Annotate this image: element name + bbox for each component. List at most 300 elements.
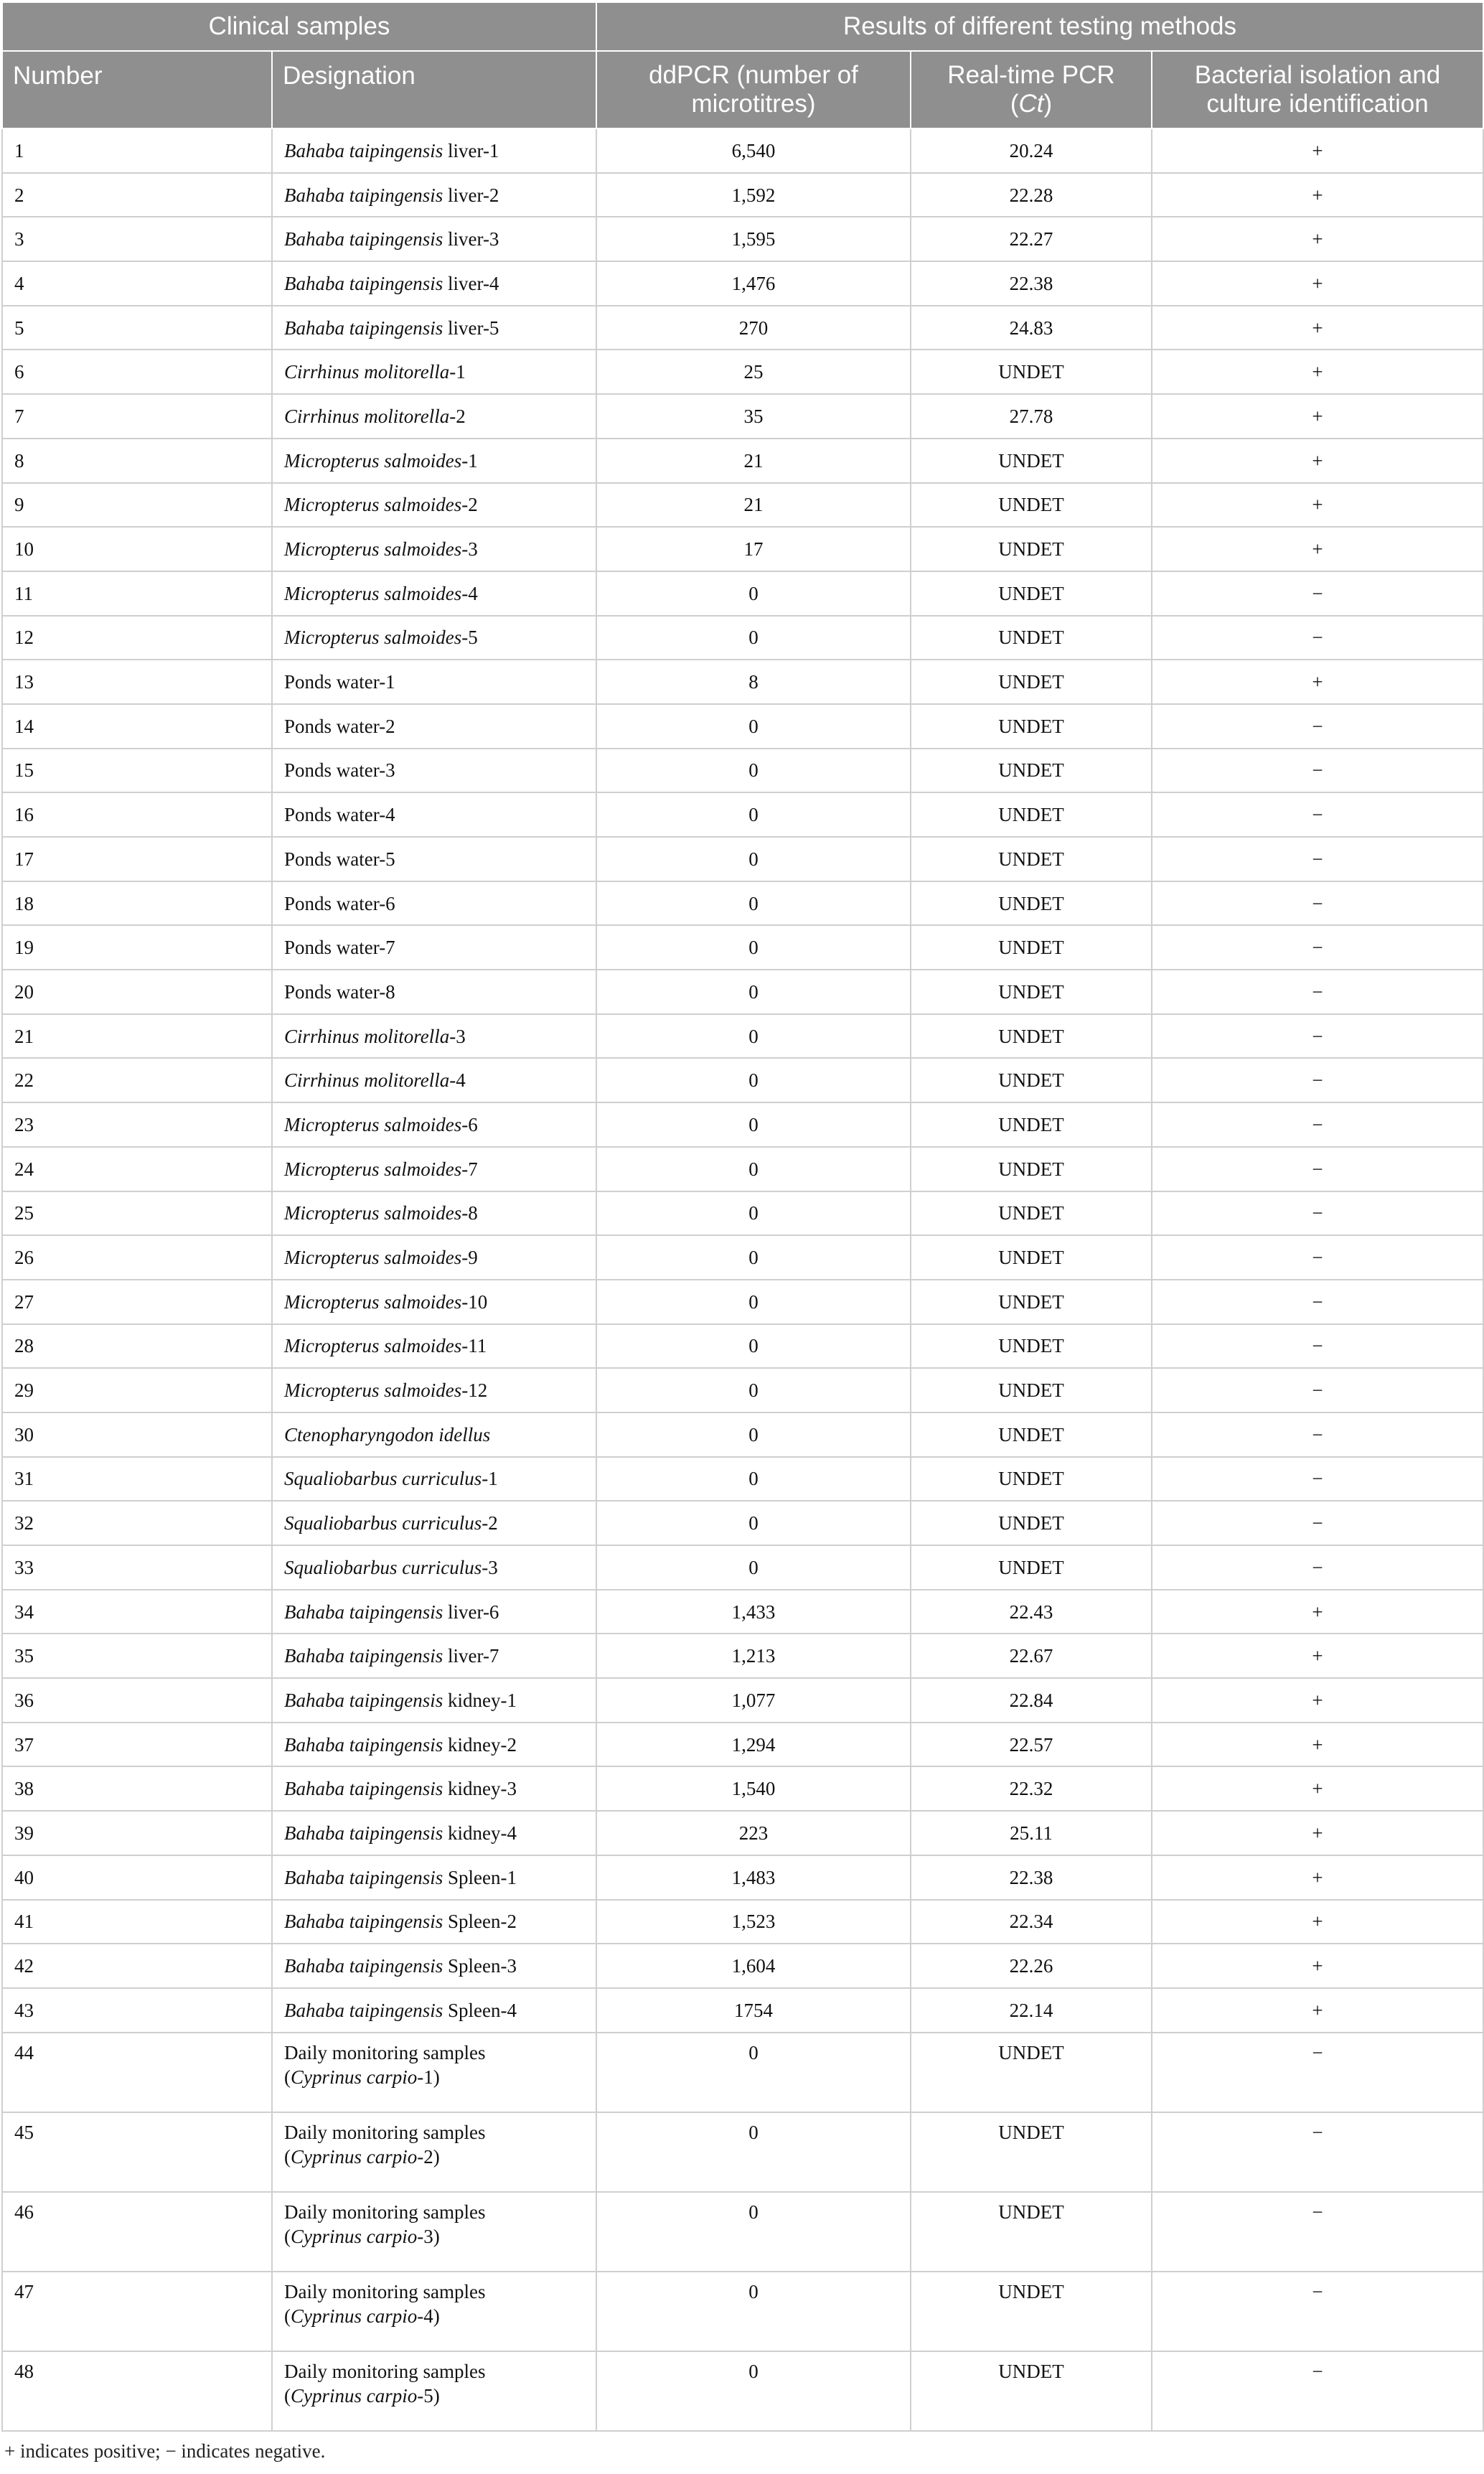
cell-number: 39	[2, 1811, 272, 1855]
designation-species: Bahaba taipingensis	[284, 1955, 443, 1977]
cell-designation	[272, 483, 596, 528]
cell-real-time-pcr: 20.24	[911, 128, 1152, 173]
designation-species: Micropterus salmoides	[284, 449, 462, 472]
cell-real-time-pcr: 22.26	[911, 1944, 1152, 1988]
designation-species: Micropterus salmoides	[284, 627, 462, 649]
designation-line1: Daily monitoring samples	[284, 2041, 486, 2063]
cell-real-time-pcr: 22.34	[911, 1900, 1152, 1944]
designation-species: Micropterus salmoides	[284, 1247, 462, 1269]
cell-culture: −	[1152, 1058, 1483, 1102]
cell-number: 46	[2, 2192, 272, 2272]
designation-suffix: Ponds water-8	[284, 980, 395, 1003]
cell-real-time-pcr: UNDET	[911, 616, 1152, 660]
designation-species: Bahaba taipingensis	[284, 1778, 443, 1800]
cell-real-time-pcr: UNDET	[911, 970, 1152, 1014]
designation-species: Cyprinus carpio	[291, 2225, 418, 2247]
cell-real-time-pcr: UNDET	[911, 2033, 1152, 2112]
designation-suffix: -2	[461, 494, 478, 516]
cell-number: 6	[2, 350, 272, 394]
cell-number: 35	[2, 1634, 272, 1678]
cell-culture: +	[1152, 350, 1483, 394]
cell-culture: −	[1152, 1280, 1483, 1324]
cell-designation	[272, 1457, 596, 1501]
designation-suffix: -4	[461, 582, 478, 604]
cell-real-time-pcr: UNDET	[911, 1324, 1152, 1369]
table-row	[2, 571, 1483, 616]
designation-suffix: liver-2	[443, 184, 499, 206]
table-row	[2, 1058, 1483, 1102]
cell-real-time-pcr: UNDET	[911, 527, 1152, 571]
table-row	[2, 925, 1483, 970]
cell-ddpcr: 0	[596, 1280, 911, 1324]
column-header-ddpcr: ddPCR (number of microtitres)	[596, 51, 911, 128]
table-row	[2, 792, 1483, 837]
designation-paren-close: )	[433, 2145, 440, 2168]
table-row	[2, 970, 1483, 1014]
designation-suffix: Spleen-4	[443, 1999, 517, 2021]
cell-culture: −	[1152, 2112, 1483, 2192]
designation-suffix: -3	[449, 1025, 466, 1047]
cell-number: 14	[2, 704, 272, 749]
cell-culture: +	[1152, 1944, 1483, 1988]
table-row	[2, 704, 1483, 749]
designation-species: Cyprinus carpio	[291, 2384, 418, 2407]
cell-real-time-pcr: 27.78	[911, 394, 1152, 439]
cell-ddpcr: 1,595	[596, 217, 911, 261]
designation-paren-close: )	[433, 2305, 440, 2327]
cell-ddpcr: 1,483	[596, 1855, 911, 1900]
designation-paren-close: )	[433, 2066, 440, 2088]
table-row	[2, 2033, 1483, 2112]
table-row	[2, 1102, 1483, 1147]
cell-ddpcr: 0	[596, 2351, 911, 2431]
table-row	[2, 837, 1483, 881]
designation-species: Bahaba taipingensis	[284, 1601, 443, 1623]
cell-ddpcr: 35	[596, 394, 911, 439]
cell-ddpcr: 1,604	[596, 1944, 911, 1988]
cell-designation	[272, 925, 596, 970]
designation-suffix: Ponds water-3	[284, 759, 395, 782]
cell-ddpcr: 0	[596, 616, 911, 660]
cell-culture: +	[1152, 1900, 1483, 1944]
cell-culture: +	[1152, 527, 1483, 571]
cell-ddpcr: 0	[596, 792, 911, 837]
cell-real-time-pcr: UNDET	[911, 2351, 1152, 2431]
column-header-real-time-pcr	[911, 51, 1152, 128]
cell-real-time-pcr: UNDET	[911, 350, 1152, 394]
designation-suffix: -2	[482, 1512, 498, 1534]
cell-real-time-pcr: UNDET	[911, 1147, 1152, 1191]
table-row	[2, 2112, 1483, 2192]
cell-real-time-pcr: UNDET	[911, 2112, 1152, 2192]
designation-species: Micropterus salmoides	[284, 1290, 462, 1313]
cell-ddpcr: 6,540	[596, 128, 911, 173]
cell-designation	[272, 1014, 596, 1059]
cell-culture: +	[1152, 1855, 1483, 1900]
cell-number: 40	[2, 1855, 272, 1900]
designation-suffix: -9	[461, 1247, 478, 1269]
designation-paren-open: (	[284, 2305, 291, 2327]
table-row	[2, 1324, 1483, 1369]
cell-real-time-pcr: UNDET	[911, 1191, 1152, 1236]
cell-culture: +	[1152, 439, 1483, 483]
cell-real-time-pcr: UNDET	[911, 2272, 1152, 2351]
designation-suffix: -8	[461, 1202, 478, 1224]
cell-designation	[272, 2351, 596, 2431]
table-row	[2, 261, 1483, 306]
column-header-number: Number	[2, 51, 272, 128]
cell-ddpcr: 1,077	[596, 1678, 911, 1723]
table-row	[2, 1590, 1483, 1634]
cell-designation	[272, 1058, 596, 1102]
cell-ddpcr: 0	[596, 1368, 911, 1412]
designation-species: Bahaba taipingensis	[284, 1645, 443, 1667]
designation-species: Micropterus salmoides	[284, 1335, 462, 1357]
cell-number: 21	[2, 1014, 272, 1059]
cell-designation	[272, 881, 596, 926]
table-row	[2, 350, 1483, 394]
table-row	[2, 394, 1483, 439]
table-row	[2, 1191, 1483, 1236]
cell-culture: −	[1152, 1147, 1483, 1191]
cell-number: 37	[2, 1723, 272, 1767]
cell-designation	[272, 1988, 596, 2033]
designation-suffix: liver-5	[443, 317, 499, 339]
designation-suffix: Ponds water-4	[284, 804, 395, 826]
designation-suffix: liver-6	[443, 1601, 499, 1623]
cell-ddpcr: 21	[596, 439, 911, 483]
designation-paren-close: )	[433, 2225, 440, 2247]
cell-culture: +	[1152, 1590, 1483, 1634]
cell-culture: +	[1152, 1988, 1483, 2033]
cell-number: 23	[2, 1102, 272, 1147]
table-row	[2, 527, 1483, 571]
cell-designation	[272, 1102, 596, 1147]
designation-species: Micropterus salmoides	[284, 1158, 462, 1180]
cell-designation	[272, 1944, 596, 1988]
cell-number: 33	[2, 1545, 272, 1590]
designation-suffix: Ponds water-1	[284, 671, 395, 693]
designation-suffix: -2	[417, 2145, 433, 2168]
cell-culture: −	[1152, 1545, 1483, 1590]
cell-culture: −	[1152, 837, 1483, 881]
designation-species: Bahaba taipingensis	[284, 1911, 443, 1933]
designation-species: Micropterus salmoides	[284, 538, 462, 561]
table-row	[2, 1766, 1483, 1811]
cell-real-time-pcr: UNDET	[911, 749, 1152, 793]
cell-number: 9	[2, 483, 272, 528]
designation-species: Cirrhinus molitorella	[284, 1069, 450, 1092]
cell-real-time-pcr: UNDET	[911, 1457, 1152, 1501]
designation-suffix: -1	[482, 1468, 498, 1490]
designation-species: Bahaba taipingensis	[284, 184, 443, 206]
cell-designation	[272, 350, 596, 394]
cell-number: 10	[2, 527, 272, 571]
cell-number: 29	[2, 1368, 272, 1412]
cell-designation	[272, 1855, 596, 1900]
cell-ddpcr: 0	[596, 881, 911, 926]
cell-designation	[272, 261, 596, 306]
table-row	[2, 1014, 1483, 1059]
cell-number: 44	[2, 2033, 272, 2112]
cell-culture: +	[1152, 1678, 1483, 1723]
designation-suffix: -6	[461, 1113, 478, 1135]
designation-line1: Daily monitoring samples	[284, 2121, 486, 2143]
cell-designation	[272, 1501, 596, 1545]
cell-ddpcr: 0	[596, 1191, 911, 1236]
cell-designation	[272, 394, 596, 439]
cell-ddpcr: 223	[596, 1811, 911, 1855]
cell-culture: +	[1152, 128, 1483, 173]
table-footnote: + indicates positive; − indicates negative.	[4, 2440, 326, 2462]
cell-culture: −	[1152, 2351, 1483, 2431]
cell-ddpcr: 0	[596, 2272, 911, 2351]
cell-ddpcr: 1,294	[596, 1723, 911, 1767]
designation-suffix: -5	[461, 627, 478, 649]
cell-designation	[272, 1590, 596, 1634]
designation-suffix: -5	[417, 2384, 433, 2407]
cell-number: 48	[2, 2351, 272, 2431]
designation-line1: Daily monitoring samples	[284, 2360, 486, 2382]
designation-paren-open: (	[284, 2145, 291, 2168]
designation-suffix: Ponds water-2	[284, 715, 395, 737]
cell-designation	[272, 1368, 596, 1412]
cell-designation	[272, 704, 596, 749]
cell-designation	[272, 1235, 596, 1280]
cell-real-time-pcr: UNDET	[911, 660, 1152, 704]
table-row	[2, 1723, 1483, 1767]
designation-suffix: Spleen-2	[443, 1911, 517, 1933]
cell-real-time-pcr: 22.57	[911, 1723, 1152, 1767]
cell-culture: +	[1152, 1811, 1483, 1855]
designation-suffix: Spleen-1	[443, 1866, 517, 1888]
cell-number: 36	[2, 1678, 272, 1723]
cell-culture: +	[1152, 483, 1483, 528]
table-row	[2, 1280, 1483, 1324]
cell-number: 26	[2, 1235, 272, 1280]
results-table	[1, 1, 1484, 2432]
cell-number: 8	[2, 439, 272, 483]
cell-ddpcr: 17	[596, 527, 911, 571]
cell-ddpcr: 0	[596, 571, 911, 616]
designation-suffix: -10	[461, 1290, 488, 1313]
designation-species: Bahaba taipingensis	[284, 1689, 443, 1711]
cell-real-time-pcr: UNDET	[911, 1102, 1152, 1147]
cell-designation	[272, 439, 596, 483]
cell-designation	[272, 616, 596, 660]
cell-number: 20	[2, 970, 272, 1014]
table-row	[2, 1988, 1483, 2033]
cell-culture: +	[1152, 1723, 1483, 1767]
cell-designation	[272, 749, 596, 793]
cell-ddpcr: 0	[596, 1147, 911, 1191]
cell-number: 4	[2, 261, 272, 306]
cell-ddpcr: 0	[596, 1457, 911, 1501]
cell-ddpcr: 0	[596, 1412, 911, 1457]
designation-suffix: -2	[449, 405, 466, 427]
cell-real-time-pcr: UNDET	[911, 1058, 1152, 1102]
designation-suffix: -1	[461, 449, 478, 472]
cell-culture: −	[1152, 704, 1483, 749]
designation-species: Bahaba taipingensis	[284, 317, 443, 339]
cell-designation	[272, 1147, 596, 1191]
cell-culture: −	[1152, 1235, 1483, 1280]
cell-number: 18	[2, 881, 272, 926]
designation-suffix: liver-7	[443, 1645, 499, 1667]
cell-designation	[272, 1191, 596, 1236]
designation-paren-open: (	[284, 2225, 291, 2247]
column-header-row	[2, 51, 1483, 128]
cell-designation	[272, 2192, 596, 2272]
table-row	[2, 881, 1483, 926]
cell-real-time-pcr: 25.11	[911, 1811, 1152, 1855]
designation-species: Cirrhinus molitorella	[284, 405, 450, 427]
cell-real-time-pcr: UNDET	[911, 792, 1152, 837]
cell-number: 19	[2, 925, 272, 970]
designation-suffix: Ponds water-6	[284, 892, 395, 914]
cell-ddpcr: 1,523	[596, 1900, 911, 1944]
cell-designation	[272, 1723, 596, 1767]
cell-real-time-pcr: UNDET	[911, 881, 1152, 926]
cell-culture: −	[1152, 571, 1483, 616]
cell-culture: +	[1152, 306, 1483, 350]
cell-real-time-pcr: UNDET	[911, 837, 1152, 881]
cell-designation	[272, 1900, 596, 1944]
table-row	[2, 2272, 1483, 2351]
cell-real-time-pcr: UNDET	[911, 1368, 1152, 1412]
designation-species: Squaliobarbus curriculus	[284, 1468, 482, 1490]
cell-designation	[272, 970, 596, 1014]
designation-species: Ctenopharyngodon idellus	[284, 1423, 491, 1445]
designation-suffix: liver-4	[443, 272, 499, 294]
designation-suffix: kidney-2	[443, 1733, 517, 1756]
cell-culture: −	[1152, 792, 1483, 837]
cell-culture: +	[1152, 1634, 1483, 1678]
cell-real-time-pcr: 24.83	[911, 306, 1152, 350]
cell-real-time-pcr: 22.28	[911, 173, 1152, 217]
table-row	[2, 128, 1483, 173]
cell-real-time-pcr: UNDET	[911, 1412, 1152, 1457]
cell-designation	[272, 1634, 596, 1678]
designation-suffix: kidney-1	[443, 1689, 517, 1711]
cell-real-time-pcr: UNDET	[911, 571, 1152, 616]
cell-real-time-pcr: UNDET	[911, 704, 1152, 749]
designation-suffix: -3	[482, 1556, 498, 1578]
cell-designation	[272, 837, 596, 881]
cell-designation	[272, 2033, 596, 2112]
cell-culture: +	[1152, 394, 1483, 439]
designation-species: Cirrhinus molitorella	[284, 361, 450, 383]
cell-ddpcr: 0	[596, 2112, 911, 2192]
cell-designation	[272, 1678, 596, 1723]
designation-suffix: liver-3	[443, 228, 499, 250]
cell-ddpcr: 0	[596, 749, 911, 793]
cell-number: 34	[2, 1590, 272, 1634]
cell-culture: +	[1152, 660, 1483, 704]
designation-suffix: -1	[417, 2066, 433, 2088]
designation-suffix: kidney-3	[443, 1778, 517, 1800]
designation-suffix: -1	[449, 361, 466, 383]
table-row	[2, 2192, 1483, 2272]
cell-number: 22	[2, 1058, 272, 1102]
designation-paren-open: (	[284, 2066, 291, 2088]
rtpcr-label: Real-time PCR	[947, 61, 1115, 89]
designation-species: Cyprinus carpio	[291, 2145, 418, 2168]
cell-culture: −	[1152, 2033, 1483, 2112]
cell-ddpcr: 25	[596, 350, 911, 394]
cell-culture: −	[1152, 616, 1483, 660]
cell-real-time-pcr: 22.14	[911, 1988, 1152, 2033]
cell-real-time-pcr: UNDET	[911, 1501, 1152, 1545]
designation-suffix: kidney-4	[443, 1822, 517, 1844]
cell-culture: +	[1152, 261, 1483, 306]
rtpcr-close-paren: )	[1043, 90, 1053, 118]
cell-culture: −	[1152, 2272, 1483, 2351]
table-row	[2, 439, 1483, 483]
cell-number: 12	[2, 616, 272, 660]
cell-real-time-pcr: 22.43	[911, 1590, 1152, 1634]
cell-culture: −	[1152, 1014, 1483, 1059]
cell-designation	[272, 527, 596, 571]
cell-real-time-pcr: UNDET	[911, 1235, 1152, 1280]
cell-number: 5	[2, 306, 272, 350]
table-row	[2, 1235, 1483, 1280]
table-header	[2, 2, 1483, 128]
cell-ddpcr: 1,592	[596, 173, 911, 217]
designation-line1: Daily monitoring samples	[284, 2201, 486, 2223]
designation-species: Bahaba taipingensis	[284, 228, 443, 250]
table-row	[2, 173, 1483, 217]
cell-culture: +	[1152, 173, 1483, 217]
column-header-designation: Designation	[272, 51, 596, 128]
designation-species: Bahaba taipingensis	[284, 1733, 443, 1756]
table-row	[2, 1545, 1483, 1590]
cell-ddpcr: 270	[596, 306, 911, 350]
designation-paren-close: )	[433, 2384, 440, 2407]
table-row	[2, 1855, 1483, 1900]
table-row	[2, 1811, 1483, 1855]
cell-number: 47	[2, 2272, 272, 2351]
designation-species: Bahaba taipingensis	[284, 1822, 443, 1844]
cell-ddpcr: 0	[596, 2192, 911, 2272]
cell-culture: −	[1152, 1457, 1483, 1501]
cell-number: 27	[2, 1280, 272, 1324]
cell-number: 13	[2, 660, 272, 704]
cell-number: 31	[2, 1457, 272, 1501]
designation-suffix: -7	[461, 1158, 478, 1180]
cell-number: 11	[2, 571, 272, 616]
cell-designation	[272, 1324, 596, 1369]
cell-number: 45	[2, 2112, 272, 2192]
rtpcr-ct-label: Ct	[1018, 90, 1044, 118]
cell-ddpcr: 1,540	[596, 1766, 911, 1811]
table-row	[2, 217, 1483, 261]
cell-culture: −	[1152, 881, 1483, 926]
designation-species: Squaliobarbus curriculus	[284, 1512, 482, 1534]
cell-ddpcr: 1754	[596, 1988, 911, 2033]
table-row	[2, 1678, 1483, 1723]
cell-designation	[272, 1545, 596, 1590]
cell-designation	[272, 792, 596, 837]
cell-designation	[272, 1280, 596, 1324]
cell-designation	[272, 128, 596, 173]
cell-culture: −	[1152, 1412, 1483, 1457]
cell-real-time-pcr: 22.38	[911, 1855, 1152, 1900]
cell-designation	[272, 571, 596, 616]
cell-number: 42	[2, 1944, 272, 1988]
cell-designation	[272, 306, 596, 350]
cell-number: 17	[2, 837, 272, 881]
